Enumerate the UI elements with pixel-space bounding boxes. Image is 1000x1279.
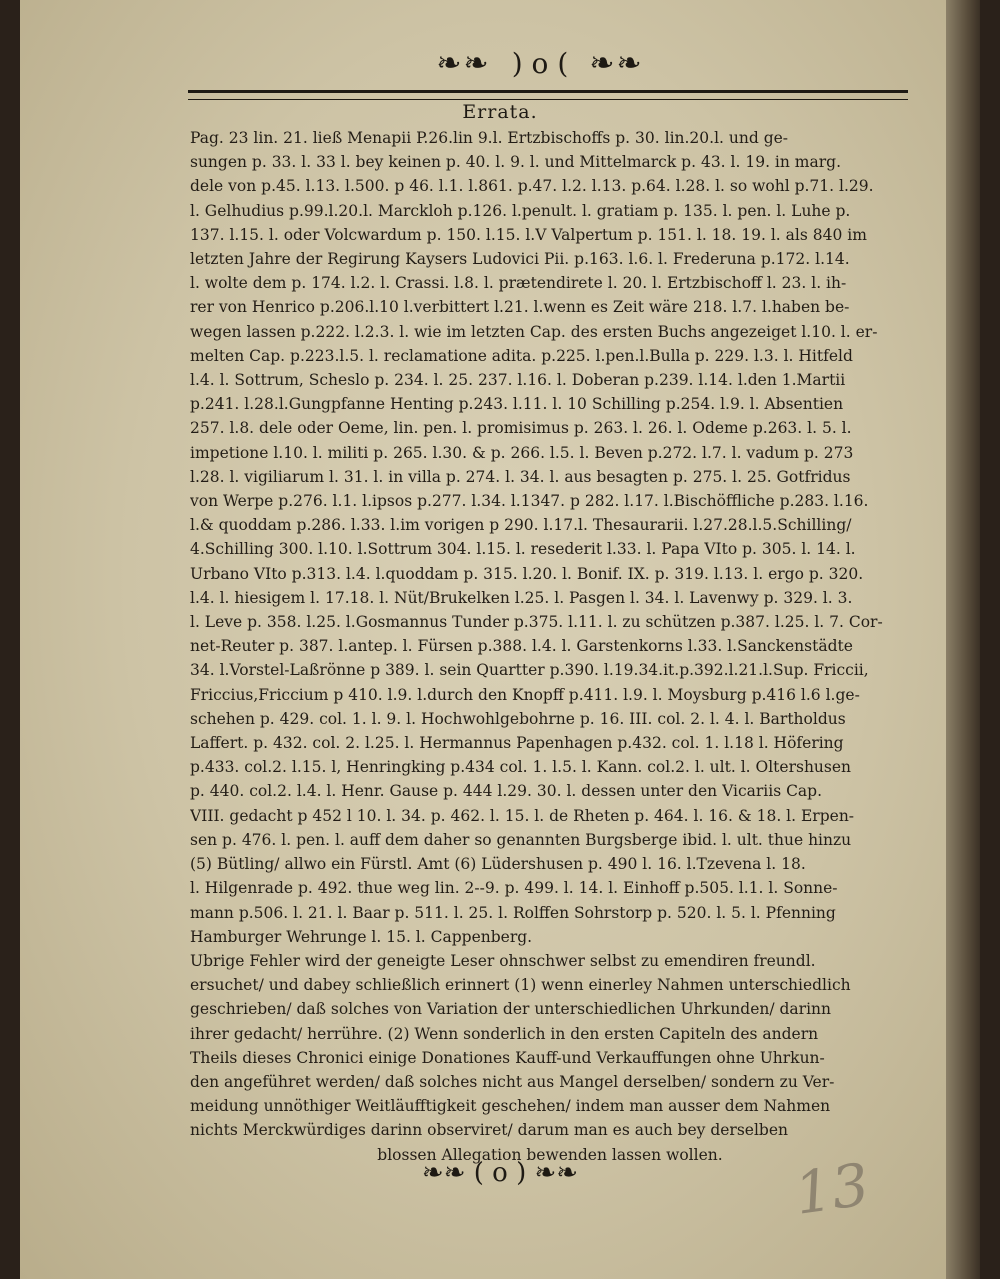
text-line: l.28. l. vigiliarum l. 31. l. in villa p. 274. l. 34. l. aus besagten p. 275. l. 25. Gotfridus — [190, 467, 851, 486]
text-line: 137. l.15. l. oder Volcwardum p. 150. l.15. l.V Valpertum p. 151. l. 18. 19. l. als 840 im — [190, 225, 867, 244]
text-line: Hamburger Wehrunge l. 15. l. Cappenberg. — [190, 927, 533, 946]
text-line: p.433. col.2. l.15. l, Henringking p.434 col. 1. l.5. l. Kann. col.2. l. ult. l. Oltershusen — [190, 758, 852, 777]
text-line: sen p. 476. l. pen. l. auff dem daher so genannten Burgsberge ibid. l. ult. thue hinzu — [190, 830, 852, 849]
document-page — [20, 0, 980, 1279]
page-header-ornament — [180, 46, 900, 96]
text-line: VIII. gedacht p 452 l 10. l. 34. p. 462. l. 15. l. de Rheten p. 464. l. 16. & 18. l. Erpen- — [190, 806, 855, 825]
text-line: l.4. l. hiesigem l. 17.18. l. Nüt/Brukelken l.25. l. Pasgen l. 34. l. Lavenwy p. 329. l. 3. — [190, 588, 853, 607]
text-line: nichts Merckwürdiges darinn observiret/ darum man es auch bey derselben — [190, 1121, 788, 1140]
text-line: rer von Henrico p.206.l.10 l.verbittert l.21. l.wenn es Zeit wäre 218. l.7. l.haben be- — [190, 298, 850, 317]
errata-body — [190, 126, 910, 1167]
text-line: (5) Bütling/ allwo ein Fürstl. Amt (6) Lüdershusen p. 490 l. 16. l.Tzevena l. 18. — [190, 855, 806, 874]
errata-title: Errata. — [462, 101, 538, 123]
text-line: Urbano VIto p.313. l.4. l.quoddam p. 315. l.20. l. Bonif. IX. p. 319. l.13. l. ergo p. 320. — [190, 564, 864, 583]
text-line: den angeführet werden/ daß solches nicht aus Mangel derselben/ sondern zu Ver- — [190, 1072, 835, 1091]
header-rule — [188, 90, 908, 100]
text-line: von Werpe p.276. l.1. l.ipsos p.277. l.34. l.1347. p 282. l.17. l.Bischöffliche p.283. l.16. — [190, 492, 869, 511]
text-line: 4.Schilling 300. l.10. l.Sottrum 304. l.15. l. resederit l.33. l. Papa VIto p. 305. l. 14. l. — [190, 540, 856, 559]
text-line: l. wolte dem p. 174. l.2. l. Crassi. l.8. l. prætendirete l. 20. l. Ertzbischoff l. 23. l. ih- — [190, 274, 847, 293]
ornament-right: ❧❧ — [589, 46, 644, 81]
text-line: Friccius,Friccium p 410. l.9. l.durch den Knopff p.411. l.9. l. Moysburg p.416 l.6 l.ge- — [190, 685, 860, 704]
text-line: l. Leve p. 358. l.25. l.Gosmannus Tunder p.375. l.11. l. zu schützen p.387. l.25. l. 7. Cor- — [190, 613, 883, 632]
text-line: p.241. l.28.l.Gungpfanne Henting p.243. l.11. l. 10 Schilling p.254. l.9. l. Absentien — [190, 395, 844, 414]
text-line: dele von p.45. l.13. l.500. p 46. l.1. l.861. p.47. l.2. l.13. p.64. l.28. l. so wohl p.71. l.29. — [190, 177, 874, 196]
ornament-left: ❧❧ — [436, 46, 491, 81]
text-line: net-Reuter p. 387. l.antep. l. Fürsen p.388. l.4. l. Garstenkorns l.33. l.Sanckenstädte — [190, 637, 853, 656]
text-line: geschrieben/ daß solches von Variation der unterschiedlichen Uhrkunden/ darinn — [190, 1000, 832, 1019]
text-line: sungen p. 33. l. 33 l. bey keinen p. 40. l. 9. l. und Mittelmarck p. 43. l. 19. in marg. — [190, 153, 841, 172]
text-line: melten Cap. p.223.l.5. l. reclamatione adita. p.225. l.pen.l.Bulla p. 229. l.3. l. Hitfeld — [190, 346, 853, 365]
text-line: schehen p. 429. col. 1. l. 9. l. Hochwohlgebohrne p. 16. III. col. 2. l. 4. l. Bartholdus — [190, 709, 846, 728]
text-line: p. 440. col.2. l.4. l. Henr. Gause p. 444 l.29. 30. l. dessen unter den Vicariis Cap. — [190, 782, 823, 801]
text-line: 34. l.Vorstel-Laßrönne p 389. l. sein Quartter p.390. l.19.34.it.p.392.l.21.l.Sup. Friccii, — [190, 661, 869, 680]
text-line: ersuchet/ und dabey schließlich erinnert (1) wenn einerley Nahmen unterschiedlich — [190, 976, 851, 995]
book-spine — [946, 0, 980, 1279]
text-line: Laffert. p. 432. col. 2. l.25. l. Hermannus Papenhagen p.432. col. 1. l.18 l. Höfering — [190, 734, 844, 753]
text-line: wegen lassen p.222. l.2.3. l. wie im letzten Cap. des ersten Buchs angezeiget l.10. l. er- — [190, 322, 878, 341]
handwritten-page-number: 13 — [790, 1150, 874, 1228]
text-line: mann p.506. l. 21. l. Baar p. 511. l. 25. l. Rolffen Sohrstorp p. 520. l. 5. l. Pfenning — [190, 903, 836, 922]
text-line: l. Gelhudius p.99.l.20.l. Marckloh p.126. l.penult. l. gratiam p. 135. l. pen. l. Luhe p. — [190, 201, 851, 220]
text-line: Pag. 23 lin. 21. ließ Menapii P.26.lin 9.l. Ertzbischoffs p. 30. lin.20.l. und ge- — [190, 129, 789, 147]
text-line: letzten Jahre der Regirung Kaysers Ludovici Pii. p.163. l.6. l. Frederuna p.172. l.14. — [190, 250, 850, 269]
page-footer-ornament: ❧❧ ( o ) ❧❧ — [421, 1158, 579, 1188]
text-line: l.& quoddam p.286. l.33. l.im vorigen p 290. l.17.l. Thesaurarii. l.27.28.l.5.Schilling/ — [190, 516, 852, 535]
text-line: l.4. l. Sottrum, Scheslo p. 234. l. 25. 237. l.16. l. Doberan p.239. l.14. l.den 1.Martii — [190, 371, 846, 390]
text-line: impetione l.10. l. militi p. 265. l.30. & p. 266. l.5. l. Beven p.272. l.7. l. vadum p. 273 — [190, 443, 854, 462]
text-line: ihrer gedacht/ herrühre. (2) Wenn sonderlich in den ersten Capiteln des andern — [190, 1024, 819, 1043]
text-line: 257. l.8. dele oder Oeme, lin. pen. l. promisimus p. 263. l. 26. l. Odeme p.263. l. 5. l. — [190, 419, 852, 438]
text-line: Ubrige Fehler wird der geneigte Leser ohnschwer selbst zu emendiren freundl. — [190, 951, 816, 970]
text-line: l. Hilgenrade p. 492. thue weg lin. 2--9. p. 499. l. 14. l. Einhoff p.505. l.1. l. Sonne- — [190, 879, 838, 898]
text-line: Theils dieses Chronici einige Donationes Kauff-und Verkauffungen ohne Uhrkun- — [190, 1048, 825, 1067]
closing-line: blossen Allegation bewenden lassen wollen. — [377, 1145, 723, 1164]
text-line: meidung unnöthiger Weitläufftigkeit geschehen/ indem man ausser dem Nahmen — [190, 1097, 831, 1116]
header-center-mark: ) o ( — [511, 47, 569, 80]
